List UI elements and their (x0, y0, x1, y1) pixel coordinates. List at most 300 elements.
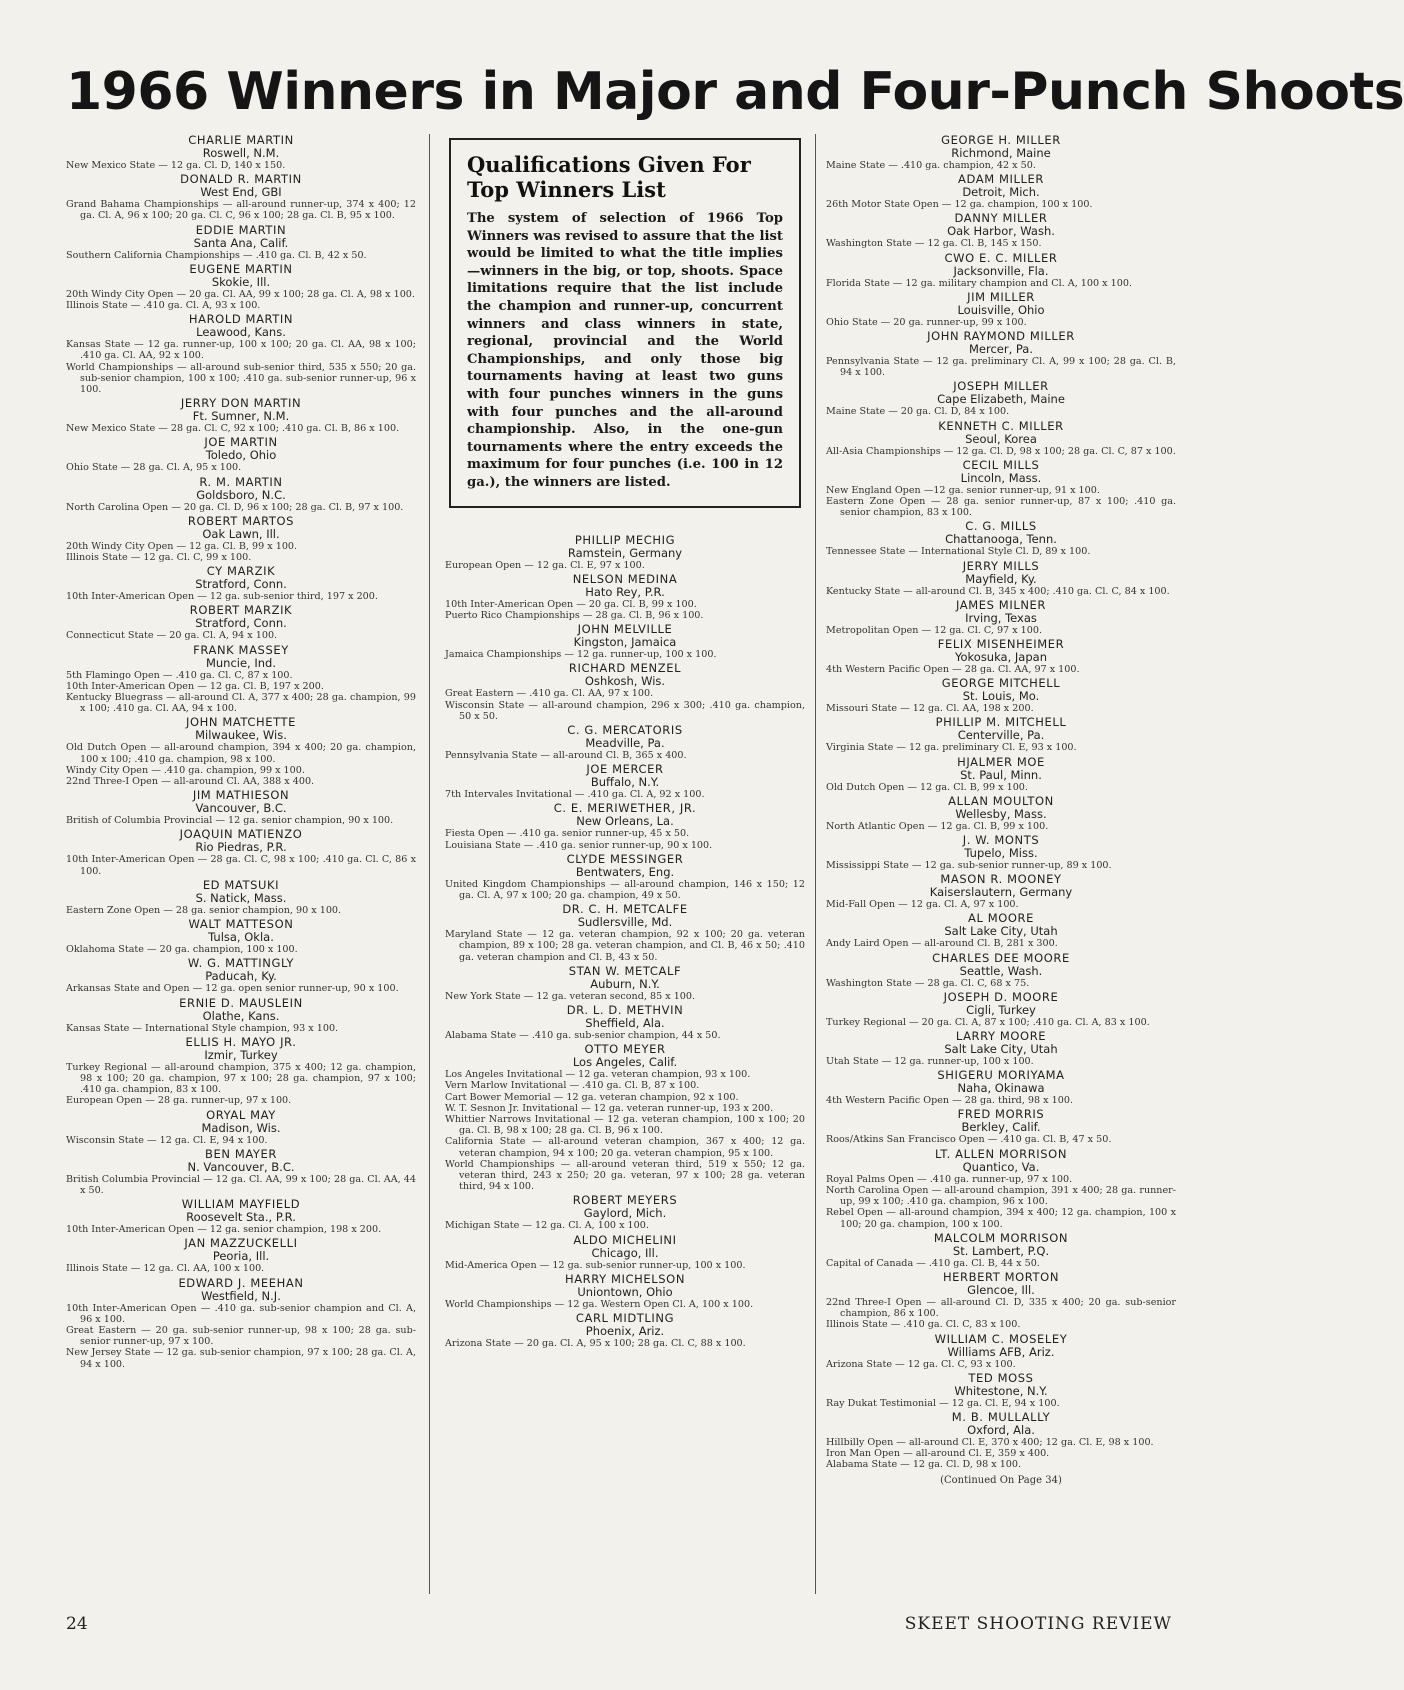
winner-result: North Carolina Open — all-around champion, 391 x 400; 28 ga. runner-up, 99 x 100; .410 ga. champion, 96 x 100. (826, 1184, 1176, 1208)
winner-hometown: St. Louis, Mo. (962, 689, 1040, 704)
winner-hometown: Tupelo, Miss. (964, 846, 1038, 861)
winner-entry (66, 263, 416, 311)
winner-entry (66, 789, 416, 826)
winner-result: Turkey Regional — 20 ga. Cl. A, 87 x 100; .410 ga. Cl. A, 83 x 100. (826, 1016, 1150, 1028)
winner-entry (445, 1312, 805, 1349)
winner-entry (826, 1333, 1176, 1370)
winner-hometown: Vancouver, B.C. (195, 801, 287, 816)
winner-hometown: Gaylord, Mich. (583, 1206, 667, 1221)
winner-result: Arizona State — 20 ga. Cl. A, 95 x 100; 28 ga. Cl. C, 88 x 100. (445, 1338, 746, 1349)
winner-name: BEN MAYER (205, 1146, 277, 1161)
winner-result: 10th Inter-American Open — 12 ga. Cl. B, 197 x 200. (66, 680, 324, 692)
winner-name: CY MARZIK (206, 564, 276, 579)
winner-result: British of Columbia Provincial — 12 ga. senior champion, 90 x 100. (66, 815, 394, 827)
winner-name: DONALD R. MARTIN (180, 172, 302, 187)
winner-result: Royal Palms Open — .410 ga. runner-up, 97 x 100. (826, 1173, 1073, 1185)
qualifications-title: Qualifications Given For Top Winners List (467, 152, 751, 202)
winner-entry (445, 1004, 805, 1041)
winner-entry (66, 828, 416, 876)
winner-hometown: Roosevelt Sta., P.R. (186, 1210, 296, 1225)
winner-result: Illinois State — .410 ga. Cl. C, 83 x 100. (826, 1319, 1021, 1331)
winner-result: British Columbia Provincial — 12 ga. Cl. AA, 99 x 100; 28 ga. Cl. AA, 44 x 50. (66, 1173, 416, 1196)
winner-result: Turkey Regional — all-around champion, 375 x 400; 12 ga. champion, 98 x 100; 20 ga. champion, 97 x 100; 28 ga. champion, 97 x 100; .410 ga. champion, 83 x 100. (66, 1061, 416, 1096)
winner-name: FELIX MISENHEIMER (937, 637, 1065, 652)
winner-result: New Mexico State — 28 ga. Cl. C, 92 x 100; .410 ga. Cl. B, 86 x 100. (66, 423, 400, 435)
column-divider-right (815, 134, 816, 1594)
winner-hometown: Buffalo, N.Y. (590, 775, 660, 790)
winner-name: C. G. MILLS (965, 519, 1037, 534)
continued-note: (Continued On Page 34) (940, 1474, 1062, 1486)
winner-result: Mid-Fall Open — 12 ga. Cl. A, 97 x 100. (826, 899, 1019, 911)
winner-result: 10th Inter-American Open — 28 ga. Cl. C, 98 x 100; .410 ga. Cl. C, 86 x 100. (66, 854, 416, 877)
winner-hometown: Santa Ana, Calif. (193, 235, 289, 250)
winner-hometown: Madison, Wis. (201, 1120, 281, 1135)
winner-name: EUGENE MARTIN (189, 261, 293, 276)
winner-hometown: Peoria, Ill. (212, 1249, 270, 1264)
winner-name: MALCOLM MORRISON (933, 1230, 1069, 1245)
winner-entry (66, 879, 416, 916)
winner-name: JOAQUIN MATIENZO (179, 827, 303, 842)
winner-hometown: Ft. Sumner, N.M. (192, 409, 290, 424)
winner-hometown: Seoul, Korea (965, 431, 1037, 446)
winner-name: ADAM MILLER (958, 172, 1044, 187)
winner-name: ALLAN MOULTON (948, 793, 1054, 808)
winner-entry (66, 604, 416, 641)
winner-name: C. E. MERIWETHER, JR. (553, 801, 697, 816)
winner-result: Alabama State — 12 ga. Cl. D, 98 x 100. (826, 1459, 1022, 1471)
winner-result: Eastern Zone Open — 28 ga. senior runner-up, 87 x 100; .410 ga. senior champion, 83 x 100. (826, 496, 1176, 519)
winner-entry (445, 903, 805, 963)
winner-result: Metropolitan Open — 12 ga. Cl. C, 97 x 100. (826, 624, 1043, 636)
winner-result: Washington State — 28 ga. Cl. C, 68 x 75. (826, 977, 1030, 989)
winner-hometown: Chattanooga, Tenn. (945, 532, 1057, 547)
winner-entry (66, 224, 416, 261)
winner-name: DANNY MILLER (954, 211, 1048, 226)
winner-entry (826, 560, 1176, 597)
winner-entry (445, 1194, 805, 1231)
winner-name: HJALMER MOE (957, 754, 1045, 769)
winner-entry (66, 476, 416, 513)
winner-result: Tennessee State — International Style Cl. D, 89 x 100. (826, 546, 1091, 558)
winner-hometown: Naha, Okinawa (957, 1081, 1045, 1096)
qualifications-box (449, 138, 801, 508)
winner-name: ALDO MICHELINI (573, 1232, 677, 1247)
winner-result: 26th Motor State Open — 12 ga. champion, 100 x 100. (826, 199, 1093, 211)
winner-name: HARRY MICHELSON (564, 1271, 686, 1286)
winner-entry (826, 173, 1176, 210)
winner-hometown: Jacksonville, Fla. (953, 263, 1049, 278)
winner-hometown: Cigli, Turkey (966, 1002, 1036, 1017)
winner-hometown: New Orleans, La. (576, 814, 674, 829)
winner-result: Iron Man Open — all-around Cl. E, 359 x 400. (826, 1448, 1050, 1460)
winner-entry (66, 1237, 416, 1274)
winner-result: 10th Inter-American Open — .410 ga. sub-senior champion and Cl. A, 96 x 100. (66, 1302, 416, 1325)
winner-entry (445, 1273, 805, 1310)
winner-result: W. T. Sesnon Jr. Invitational — 12 ga. veteran runner-up, 193 x 200. (445, 1102, 774, 1114)
winner-result: Arizona State — 12 ga. Cl. C, 93 x 100. (826, 1358, 1016, 1370)
winner-name: JOE MARTIN (204, 435, 278, 450)
winner-name: JOSEPH D. MOORE (943, 989, 1059, 1004)
winner-result: Michigan State — 12 ga. Cl. A, 100 x 100. (445, 1220, 649, 1232)
winner-name: LARRY MOORE (955, 1029, 1047, 1044)
winner-entry (66, 173, 416, 221)
winner-entry (66, 313, 416, 395)
winner-hometown: Hato Rey, P.R. (585, 584, 665, 599)
winner-result: 20th Windy City Open — 20 ga. Cl. AA, 99 x 100; 28 ga. Cl. A, 98 x 100. (66, 288, 415, 300)
page-title: 1966 Winners in Major and Four-Punch Shoots (66, 62, 1404, 122)
winner-name: R. M. MARTIN (199, 474, 283, 489)
winner-hometown: Los Angeles, Calif. (572, 1055, 678, 1070)
winner-name: STAN W. METCALF (568, 963, 682, 978)
winner-name: RICHARD MENZEL (568, 661, 682, 676)
column-divider-left (429, 134, 430, 1594)
winner-hometown: Oak Harbor, Wash. (947, 224, 1055, 239)
winner-entry (66, 716, 416, 787)
winner-result: Utah State — 12 ga. runner-up, 100 x 100. (826, 1056, 1034, 1068)
winner-name: JIM MATHIESON (192, 788, 290, 803)
winner-result: Great Eastern — .410 ga. Cl. AA, 97 x 100. (445, 688, 654, 700)
winner-name: CARL MIDTLING (575, 1311, 675, 1325)
winner-result: Pennsylvania State — 12 ga. preliminary Cl. A, 99 x 100; 28 ga. Cl. B, 94 x 100. (826, 356, 1176, 379)
winner-result: Andy Laird Open — all-around Cl. B, 281 x 300. (826, 938, 1058, 950)
winner-result: North Carolina Open — 20 ga. Cl. D, 96 x 100; 28 ga. Cl. B, 97 x 100. (66, 501, 404, 513)
winner-hometown: Kaiserslautern, Germany (929, 885, 1073, 900)
winner-result: Vern Marlow Invitational — .410 ga. Cl. B, 87 x 100. (445, 1080, 700, 1092)
winner-result: Old Dutch Open — all-around champion, 394 x 400; 20 ga. champion, 100 x 100; .410 ga. champion, 98 x 100. (66, 742, 416, 765)
winner-hometown: Uniontown, Ohio (577, 1284, 673, 1299)
winner-entry (826, 1148, 1176, 1230)
winner-result: 10th Inter-American Open — 12 ga. senior champion, 198 x 200. (66, 1224, 382, 1236)
winner-entry (66, 436, 416, 473)
winner-hometown: Wellesby, Mass. (955, 806, 1047, 821)
winner-result: Southern California Championships — .410 ga. Cl. B, 42 x 50. (66, 249, 367, 261)
winner-name: JOSEPH MILLER (953, 379, 1049, 394)
winner-entry (66, 134, 416, 171)
winner-result: United Kingdom Championships — all-around champion, 146 x 150; 12 ga. Cl. A, 97 x 100; 20 ga. champion, 49 x 50. (445, 878, 805, 901)
winner-result: 22nd Three-I Open — all-around Cl. D, 335 x 400; 20 ga. sub-senior champion, 86 x 100. (826, 1296, 1176, 1320)
winner-entry (826, 1030, 1176, 1067)
winner-result: Wisconsin State — all-around champion, 296 x 300; .410 ga. champion, 50 x 50. (445, 699, 805, 722)
winner-hometown: Sheffield, Ala. (585, 1015, 665, 1030)
winner-name: M. B. MULLALLY (951, 1409, 1051, 1424)
winner-hometown: Oxford, Ala. (967, 1422, 1035, 1437)
winner-hometown: Leawood, Kans. (196, 325, 286, 340)
winner-entry (826, 212, 1176, 249)
winner-result: Whittier Narrows Invitational — 12 ga. veteran champion, 100 x 100; 20 ga. Cl. B, 98 x 100; 28 ga. Cl. B, 96 x 100. (445, 1113, 805, 1137)
winner-result: Louisiana State — .410 ga. senior runner-up, 90 x 100. (445, 839, 713, 851)
winner-result: New York State — 12 ga. veteran second, 85 x 100. (445, 990, 696, 1002)
winner-entry (66, 1148, 416, 1196)
winner-result: Missouri State — 12 ga. Cl. AA, 198 x 200. (826, 703, 1034, 715)
winner-entry (826, 291, 1176, 328)
winner-entry (826, 952, 1176, 989)
winner-hometown: Tulsa, Okla. (208, 930, 274, 945)
winner-hometown: Irving, Texas (965, 610, 1037, 625)
winner-result: 4th Western Pacific Open — 28 ga. third, 98 x 100. (826, 1095, 1074, 1107)
winner-name: JIM MILLER (967, 289, 1035, 304)
winner-result: Kansas State — 12 ga. runner-up, 100 x 100; 20 ga. Cl. AA, 98 x 100; .410 ga. Cl. AA, 92 x 100. (66, 339, 416, 362)
winner-hometown: Chicago, Ill. (591, 1245, 659, 1260)
winner-entry (826, 1069, 1176, 1106)
winner-name: ROBERT MEYERS (572, 1193, 678, 1208)
winner-entry (445, 1234, 805, 1271)
winner-result: 10th Inter-American Open — 12 ga. sub-senior third, 197 x 200. (66, 591, 378, 603)
winner-result: North Atlantic Open — 12 ga. Cl. B, 99 x 100. (826, 820, 1049, 832)
winner-result: Fiesta Open — .410 ga. senior runner-up, 45 x 50. (445, 828, 690, 840)
winner-result: Virginia State — 12 ga. preliminary Cl. E, 93 x 100. (826, 742, 1077, 754)
winner-result: Maine State — .410 ga. champion, 42 x 50. (826, 160, 1036, 171)
winner-name: ERNIE D. MAUSLEIN (179, 995, 303, 1010)
winner-result: New Mexico State — 12 ga. Cl. D, 140 x 150. (66, 160, 286, 171)
winner-result: Florida State — 12 ga. military champion and Cl. A, 100 x 100. (826, 277, 1132, 289)
winners-column-3 (826, 134, 1176, 1609)
winner-hometown: Glencoe, Ill. (967, 1282, 1035, 1297)
winner-result: 4th Western Pacific Open — 28 ga. Cl. AA, 97 x 100. (826, 664, 1080, 676)
winner-hometown: Seattle, Wash. (959, 963, 1043, 978)
winner-entry (826, 991, 1176, 1028)
winner-result: World Championships — 12 ga. Western Open Cl. A, 100 x 100. (445, 1298, 754, 1310)
winner-name: ROBERT MARZIK (189, 603, 293, 618)
winner-result: Eastern Zone Open — 28 ga. senior champion, 90 x 100. (66, 904, 342, 916)
winner-hometown: Salt Lake City, Utah (944, 1042, 1058, 1057)
winner-hometown: Salt Lake City, Utah (944, 924, 1058, 939)
winner-entry (445, 662, 805, 722)
winner-result: Capital of Canada — .410 ga. Cl. B, 44 x 50. (826, 1257, 1040, 1269)
winner-name: JOHN MATCHETTE (185, 715, 297, 730)
winner-hometown: Oak Lawn, Ill. (202, 526, 280, 541)
winner-result: Kansas State — International Style champion, 93 x 100. (66, 1022, 339, 1034)
winner-name: DR. C. H. METCALFE (562, 902, 688, 917)
winner-hometown: Auburn, N.Y. (590, 976, 660, 991)
winner-entry (826, 1271, 1176, 1331)
winner-result: Hillbilly Open — all-around Cl. E, 370 x 400; 12 ga. Cl. E, 98 x 100. (826, 1436, 1154, 1448)
winner-name: TED MOSS (968, 1370, 1034, 1385)
winner-name: PHILLIP MECHIG (574, 532, 676, 547)
winner-entry (66, 997, 416, 1034)
winner-hometown: Mayfield, Ky. (965, 571, 1037, 586)
winner-name: CLYDE MESSINGER (566, 851, 684, 866)
winner-name: J. W. MONTS (962, 833, 1040, 848)
winner-entry (826, 252, 1176, 289)
winner-entry (445, 853, 805, 901)
winner-name: MASON R. MOONEY (940, 872, 1062, 887)
winner-entry (826, 912, 1176, 949)
winner-result: Maine State — 20 ga. Cl. D, 84 x 100. (826, 406, 1010, 418)
winner-entry (445, 1043, 805, 1192)
winner-entry (826, 134, 1176, 171)
winner-name: EDDIE MARTIN (195, 222, 287, 237)
winner-entry (826, 638, 1176, 675)
winner-result: Ray Dukat Testimonial — 12 ga. Cl. E, 94 x 100. (826, 1397, 1060, 1409)
winner-result: Ohio State — 28 ga. Cl. A, 95 x 100. (66, 462, 242, 474)
winner-result: All-Asia Championships — 12 ga. Cl. D, 98 x 100; 28 ga. Cl. C, 87 x 100. (826, 445, 1176, 457)
winner-entry (826, 716, 1176, 753)
winner-result: Grand Bahama Championships — all-around runner-up, 374 x 400; 12 ga. Cl. A, 96 x 100; 20 ga. Cl. C, 96 x 100; 28 ga. Cl. B, 95 x 100. (66, 199, 416, 222)
winner-hometown: Detroit, Mich. (962, 185, 1040, 200)
winner-name: ORYAL MAY (206, 1107, 276, 1122)
winner-name: ROBERT MARTOS (187, 513, 295, 528)
winner-hometown: Olathe, Kans. (202, 1008, 280, 1023)
winner-entry (445, 802, 805, 850)
winner-result: Rebel Open — all-around champion, 394 x 400; 12 ga. champion, 100 x 100; 20 ga. champion, 100 x 100. (826, 1207, 1176, 1230)
winner-result: Pennsylvania State — all-around Cl. B, 365 x 400. (445, 749, 687, 761)
winner-entry (826, 1232, 1176, 1269)
winner-result: Oklahoma State — 20 ga. champion, 100 x 100. (66, 944, 298, 956)
winner-result: European Open — 28 ga. runner-up, 97 x 100. (66, 1095, 292, 1107)
winner-hometown: Quantico, Va. (962, 1159, 1040, 1174)
winners-column-1 (66, 134, 416, 1609)
winners-list-2 (445, 534, 805, 1350)
winner-hometown: Oshkosh, Wis. (584, 674, 666, 689)
winner-hometown: Lincoln, Mass. (960, 470, 1042, 485)
winner-result: New England Open —12 ga. senior runner-up, 91 x 100. (826, 484, 1100, 496)
winner-entry (826, 677, 1176, 714)
winner-name: CHARLIE MARTIN (188, 133, 294, 147)
winner-hometown: Ramstein, Germany (567, 545, 683, 560)
winner-entry (445, 573, 805, 621)
winner-name: HERBERT MORTON (942, 1269, 1060, 1284)
winner-name: OTTO MEYER (584, 1042, 666, 1057)
winner-hometown: Milwaukee, Wis. (195, 728, 287, 743)
winner-hometown: Paducah, Ky. (205, 969, 277, 984)
winner-entry (66, 397, 416, 434)
winner-result: Mississippi State — 12 ga. sub-senior runner-up, 89 x 100. (826, 860, 1112, 872)
winner-hometown: West End, GBI (200, 185, 282, 200)
winner-entry (66, 644, 416, 715)
winner-entry (826, 380, 1176, 417)
winners-list-3 (826, 134, 1176, 1471)
winner-result: Cart Bower Memorial — 12 ga. veteran champion, 92 x 100. (445, 1091, 739, 1103)
winner-hometown: Centerville, Pa. (957, 728, 1045, 743)
winner-hometown: Goldsboro, N.C. (196, 487, 286, 502)
winner-result: Connecticut State — 20 ga. Cl. A, 94 x 100. (66, 630, 278, 642)
winner-hometown: N. Vancouver, B.C. (187, 1159, 295, 1174)
winner-hometown: Stratford, Conn. (195, 577, 287, 592)
winner-name: SHIGERU MORIYAMA (937, 1068, 1065, 1083)
winner-name: HAROLD MARTIN (188, 312, 294, 327)
winner-entry (826, 330, 1176, 378)
winner-name: W. G. MATTINGLY (187, 956, 295, 971)
winner-hometown: St. Lambert, P.Q. (952, 1243, 1050, 1258)
winner-hometown: Louisville, Ohio (957, 302, 1045, 317)
winner-result: Kentucky Bluegrass — all-around Cl. A, 377 x 400; 28 ga. champion, 99 x 100; .410 ga. Cl. AA, 94 x 100. (66, 692, 416, 715)
winner-hometown: Skokie, Ill. (211, 274, 271, 289)
qualifications-body: The system of selection of 1966 Top Winners was revised to assure that the list would be limited to what the title implies—winners in the big, or top, shoots. Space limitations require that the list include the champion and runner-up, concurrent winners and class winners in state, regional, provincial and the World Championships, and only those big tournaments having at least two guns with four punches winners in the guns with four punches and the all-around championship. Also, in the one-gun tournaments where the entry exceeds the maximum for four punches (i.e. 100 in 12 ga.), the winners are listed. (467, 211, 783, 490)
winner-entry (445, 724, 805, 761)
winner-result: World Championships — all-around sub-senior third, 535 x 550; 20 ga. sub-senior champion, 100 x 100; .410 ga. sub-senior runner-up, 96 x 100. (66, 361, 416, 396)
winner-result: Illinois State — 12 ga. Cl. AA, 100 x 100. (66, 1263, 265, 1275)
winner-result: Kentucky State — all-around Cl. B, 345 x 400; .410 ga. Cl. C, 84 x 100. (826, 585, 1170, 597)
winner-result: Jamaica Championships — 12 ga. runner-up, 100 x 100. (445, 649, 717, 661)
winner-hometown: Richmond, Maine (951, 146, 1051, 160)
winner-result: Wisconsin State — 12 ga. Cl. E, 94 x 100. (66, 1134, 268, 1146)
winner-name: GEORGE H. MILLER (941, 133, 1061, 147)
winner-entry (445, 965, 805, 1002)
winner-entry (826, 520, 1176, 557)
winner-entry (66, 957, 416, 994)
winner-hometown: Roswell, N.M. (202, 146, 280, 160)
winner-result: Illinois State — .410 ga. Cl. A, 93 x 100. (66, 300, 261, 312)
winner-hometown: Mercer, Pa. (968, 342, 1034, 357)
winner-result: 5th Flamingo Open — .410 ga. Cl. C, 87 x 100. (66, 669, 293, 681)
winner-name: JAMES MILNER (956, 597, 1046, 612)
winner-result: Roos/Atkins San Francisco Open — .410 ga. Cl. B, 47 x 50. (826, 1134, 1112, 1146)
winner-result: 22nd Three-I Open — all-around Cl. AA, 388 x 400. (66, 776, 315, 788)
winner-hometown: Whitestone, N.Y. (954, 1383, 1048, 1398)
winner-entry (826, 873, 1176, 910)
winner-result: Maryland State — 12 ga. veteran champion, 92 x 100; 20 ga. veteran champion, 89 x 100; 28 ga. veteran champion, and Cl. B, 46 x 50; .410 ga. veteran champion and Cl. B, 43 x 50. (445, 929, 805, 963)
winner-name: CECIL MILLS (962, 457, 1040, 472)
winner-entry (445, 534, 805, 571)
winner-entry (826, 420, 1176, 457)
winner-result: European Open — 12 ga. Cl. E, 97 x 100. (445, 559, 645, 571)
winner-name: WALT MATTESON (188, 917, 294, 932)
winner-result: Washington State — 12 ga. Cl. B, 145 x 150. (826, 238, 1042, 250)
winners-column-2 (445, 134, 805, 1609)
winner-hometown: Phoenix, Ariz. (585, 1324, 665, 1338)
winner-name: JOHN MELVILLE (577, 622, 673, 637)
winner-result: Ohio State — 20 ga. runner-up, 99 x 100. (826, 316, 1027, 328)
winner-result: Old Dutch Open — 12 ga. Cl. B, 99 x 100. (826, 781, 1028, 793)
winner-name: KENNETH C. MILLER (938, 418, 1064, 433)
winner-result: California State — all-around veteran champion, 367 x 400; 12 ga. veteran champion, 94 x 100; 20 ga. veteran champion, 95 x 100. (445, 1136, 805, 1159)
winner-name: JOHN RAYMOND MILLER (927, 329, 1075, 344)
winner-result: World Championships — all-around veteran third, 519 x 550; 12 ga. veteran third, 243 x 250; 20 ga. veteran, 97 x 100; 28 ga. veteran third, 94 x 100. (445, 1158, 805, 1193)
winner-name: FRANK MASSEY (193, 642, 289, 657)
winner-name: ED MATSUKI (202, 877, 280, 892)
winner-result: 20th Windy City Open — 12 ga. Cl. B, 99 x 100. (66, 540, 298, 552)
winner-hometown: Williams AFB, Ariz. (947, 1344, 1055, 1359)
winner-result: New Jersey State — 12 ga. sub-senior champion, 97 x 100; 28 ga. Cl. A, 94 x 100. (66, 1347, 416, 1370)
winner-name: WILLIAM C. MOSELEY (934, 1331, 1068, 1346)
winner-name: NELSON MEDINA (572, 571, 678, 586)
winner-entry (826, 1108, 1176, 1145)
winner-entry (826, 795, 1176, 832)
winner-result: Mid-America Open — 12 ga. sub-senior runner-up, 100 x 100. (445, 1259, 746, 1271)
winner-entry (826, 1411, 1176, 1471)
winner-hometown: S. Natick, Mass. (195, 890, 287, 905)
winner-entry (445, 623, 805, 660)
winner-name: FRED MORRIS (957, 1107, 1045, 1122)
winner-name: JERRY MILLS (962, 558, 1040, 573)
winner-name: CHARLES DEE MOORE (932, 950, 1070, 965)
winner-result: Los Angeles Invitational — 12 ga. veteran champion, 93 x 100. (445, 1069, 751, 1081)
winner-entry (826, 1372, 1176, 1409)
winner-hometown: Stratford, Conn. (195, 616, 287, 631)
winner-name: EDWARD J. MEEHAN (178, 1275, 304, 1290)
page-number: 24 (66, 1614, 88, 1634)
winner-hometown: Westfield, N.J. (201, 1288, 281, 1303)
winner-hometown: Izmir, Turkey (204, 1047, 278, 1062)
winner-hometown: Meadville, Pa. (585, 735, 665, 750)
winner-entry (826, 599, 1176, 636)
winner-name: JAN MAZZUCKELLI (184, 1236, 298, 1251)
winner-result: 10th Inter-American Open — 20 ga. Cl. B, 99 x 100. (445, 598, 697, 610)
winner-hometown: Berkley, Calif. (961, 1120, 1041, 1135)
winner-name: ELLIS H. MAYO JR. (185, 1034, 297, 1049)
winner-entry (66, 1036, 416, 1107)
winner-result: Arkansas State and Open — 12 ga. open senior runner-up, 90 x 100. (66, 983, 399, 995)
winner-name: AL MOORE (967, 911, 1034, 926)
winner-entry (66, 918, 416, 955)
winner-result: Great Eastern — 20 ga. sub-senior runner-up, 98 x 100; 28 ga. sub-senior runner-up, 97 x 100. (66, 1324, 416, 1348)
winner-name: C. G. MERCATORIS (567, 722, 683, 737)
winner-entry (66, 1109, 416, 1146)
winner-name: JERRY DON MARTIN (180, 396, 302, 411)
winner-result: Windy City Open — .410 ga. champion, 99 x 100. (66, 764, 305, 776)
winner-entry (826, 756, 1176, 793)
winner-entry (826, 459, 1176, 519)
